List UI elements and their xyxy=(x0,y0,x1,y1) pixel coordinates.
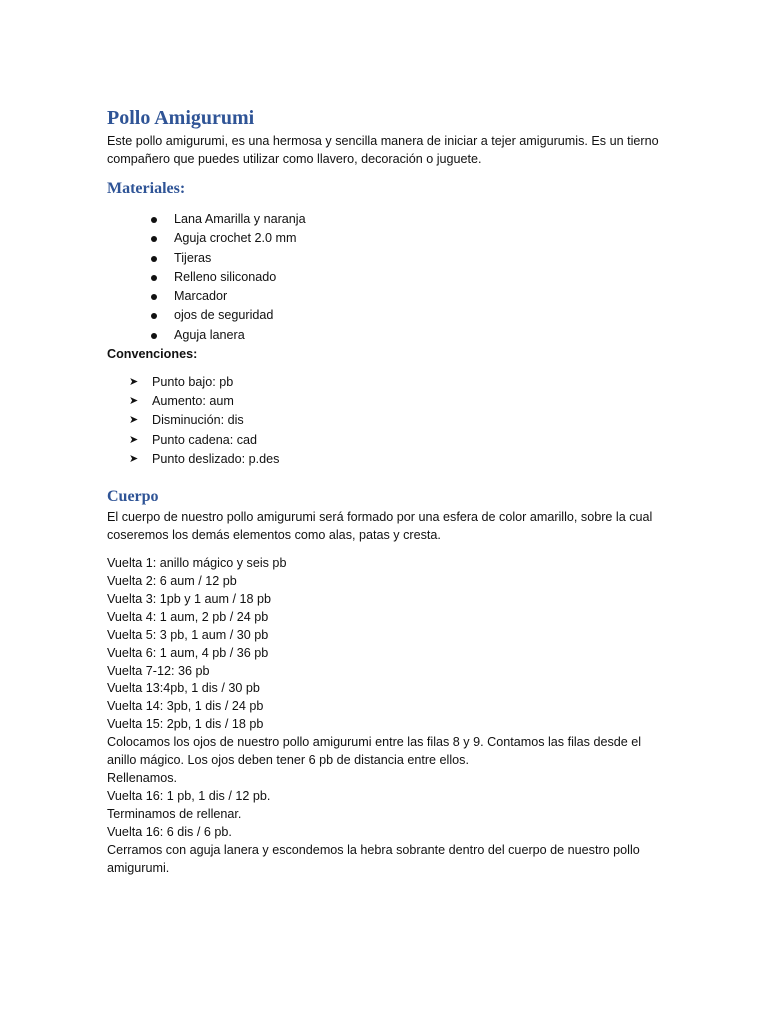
cuerpo-heading: Cuerpo xyxy=(107,488,159,506)
bullet-icon xyxy=(151,294,157,300)
list-item: ojos de seguridad xyxy=(107,306,667,325)
cuerpo-intro-paragraph: El cuerpo de nuestro pollo amigurumi será formado por una esfera de color amarillo, sobre la cual coseremos los demás elementos como alas, patas y cresta. xyxy=(107,510,653,543)
instruction-line: Vuelta 16: 6 dis / 6 pb. xyxy=(107,824,232,839)
instruction-line: Terminamos de rellenar. xyxy=(107,806,242,821)
instruction-line: Vuelta 6: 1 aum, 4 pb / 36 pb xyxy=(107,645,269,660)
instruction-line: Rellenamos. xyxy=(107,770,177,785)
list-item: Relleno siliconado xyxy=(107,268,667,287)
instruction-line: Vuelta 16: 1 pb, 1 dis / 12 pb. xyxy=(107,788,271,803)
list-item: Aguja crochet 2.0 mm xyxy=(107,229,667,248)
instruction-line: Vuelta 5: 3 pb, 1 aum / 30 pb xyxy=(107,627,269,642)
arrow-bullet-icon: ➤ xyxy=(129,452,139,465)
materiales-list xyxy=(107,210,667,345)
list-item: ➤ Aumento: aum xyxy=(129,394,234,409)
list-item: ➤ Punto bajo: pb xyxy=(129,375,234,390)
arrow-bullet-icon: ➤ xyxy=(129,433,139,446)
arrow-bullet-icon: ➤ xyxy=(129,395,139,408)
instruction-line: Vuelta 4: 1 aum, 2 pb / 24 pb xyxy=(107,609,269,624)
list-item: ➤ Punto deslizado: p.des xyxy=(129,451,280,466)
arrow-bullet-icon: ➤ xyxy=(129,376,139,389)
instruction-line: Vuelta 14: 3pb, 1 dis / 24 pb xyxy=(107,699,264,714)
bullet-icon xyxy=(151,217,157,223)
instruction-line: Vuelta 2: 6 aum / 12 pb xyxy=(107,574,237,588)
instruction-line: Vuelta 13:4pb, 1 dis / 30 pb xyxy=(107,681,260,696)
list-item: Lana Amarilla y naranja xyxy=(107,210,667,229)
instruction-line: Vuelta 7-12: 36 pb xyxy=(107,663,210,678)
instruction-line: Vuelta 15: 2pb, 1 dis / 18 pb xyxy=(107,717,264,732)
list-item: Aguja lanera xyxy=(107,326,667,345)
page-title: Pollo Amigurumi xyxy=(107,107,255,129)
instruction-line: Vuelta 1: anillo mágico y seis pb xyxy=(107,556,287,571)
pattern-instructions xyxy=(107,555,667,877)
list-item: Tijeras xyxy=(107,249,667,268)
intro-paragraph: Este pollo amigurumi, es una hermosa y sencilla manera de iniciar a tejer amigurumis. Es un tierno compañero que puedes utilizar como llavero, decoración o juguete. xyxy=(107,134,659,166)
convenciones-list xyxy=(107,373,667,469)
instruction-line: Cerramos con aguja lanera y escondemos la hebra sobrante dentro del cuerpo de nuestro pollo amigurumi. xyxy=(107,842,640,875)
convenciones-heading: Convenciones: xyxy=(107,347,198,362)
bullet-icon xyxy=(151,256,157,262)
instruction-line: Colocamos los ojos de nuestro pollo amigurumi entre las filas 8 y 9. Contamos las filas desde el anillo mágico. Los ojos deben tener 6 pb de distancia entre ellos. xyxy=(107,735,642,768)
bullet-icon xyxy=(151,275,157,281)
arrow-bullet-icon: ➤ xyxy=(129,414,139,427)
list-item: ➤ Disminución: dis xyxy=(129,413,244,428)
materiales-heading: Materiales: xyxy=(107,180,186,197)
document-page xyxy=(107,105,667,877)
list-item: ➤ Punto cadena: cad xyxy=(129,432,258,447)
bullet-icon xyxy=(151,236,157,242)
list-item: Marcador xyxy=(107,287,667,306)
bullet-icon xyxy=(151,313,157,319)
instruction-line: Vuelta 3: 1pb y 1 aum / 18 pb xyxy=(107,591,272,606)
bullet-icon xyxy=(151,333,157,339)
